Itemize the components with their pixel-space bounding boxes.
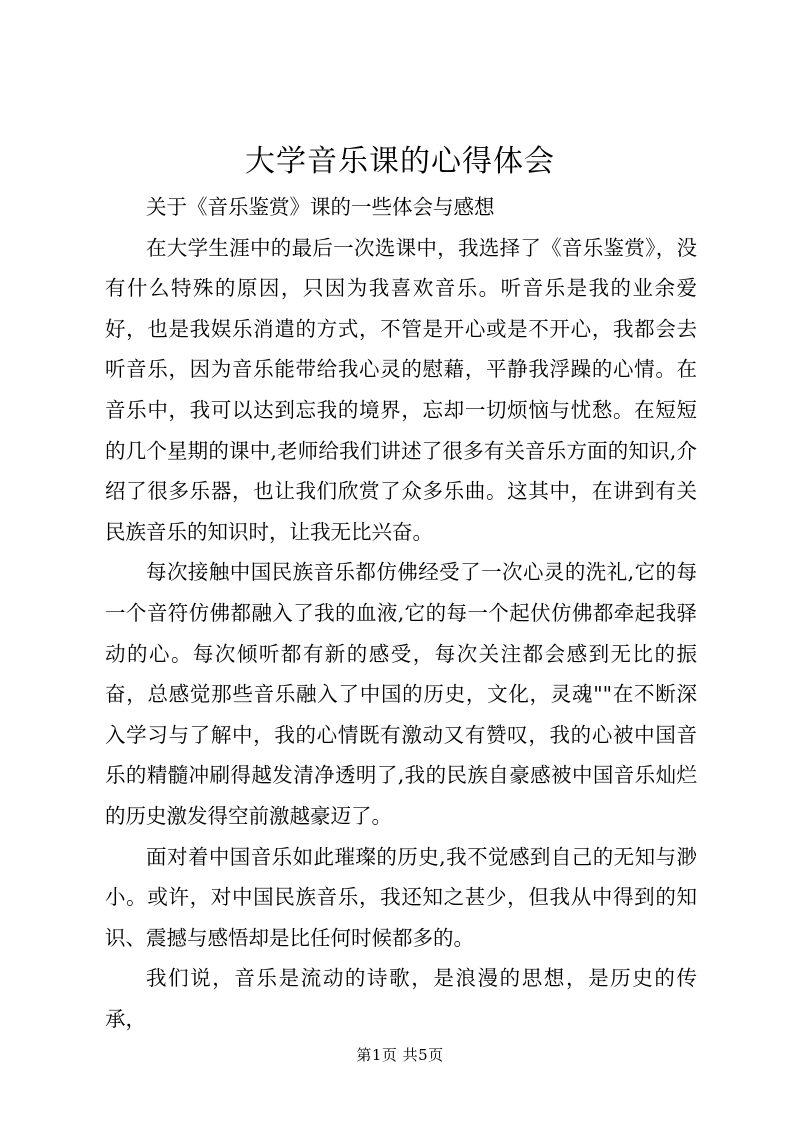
body-paragraph: 面对着中国音乐如此璀璨的历史,我不觉感到自己的无知与渺小。或许，对中国民族音乐，我还知之甚少，但我从中得到的知识、震撼与感悟却是比任何时候都多的。	[105, 844, 697, 950]
document-body	[105, 187, 697, 1039]
body-paragraph: 我们说，音乐是流动的诗歌，是浪漫的思想，是历史的传承，	[105, 966, 697, 1031]
body-paragraph: 每次接触中国民族音乐都仿佛经受了一次心灵的洗礼,它的每一个音符仿佛都融入了我的血液,它的每一个起伏仿佛都牵起我驿动的心。每次倾听都有新的感受，每次关注都会感到无比的振奋，总感觉那些音乐融入了中国的历史，文化，灵魂""在不断深入学习与了解中，我的心情既有激动又有赞叹，我的心被中国音乐的精髓冲刷得越发清净透明了,我的民族自豪感被中国音乐灿烂的历史激发得空前激越豪迈了。	[105, 560, 697, 828]
body-paragraph: 在大学生涯中的最后一次选课中，我选择了《音乐鉴赏》，没有什么特殊的原因，只因为我喜欢音乐。听音乐是我的业余爱好，也是我娱乐消遣的方式，不管是开心或是不开心，我都会去听音乐，因为音乐能带给我心灵的慰藉，平静我浮躁的心情。在音乐中，我可以达到忘我的境界，忘却一切烦恼与忧愁。在短短的几个星期的课中,老师给我们讲述了很多有关音乐方面的知识,介绍了很多乐器，也让我们欣赏了众多乐曲。这其中，在讲到有关民族音乐的知识时，让我无比兴奋。	[105, 235, 697, 544]
page-number-footer: 第1页 共5页	[356, 1046, 444, 1064]
subtitle-paragraph: 关于《音乐鉴赏》课的一些体会与感想	[146, 195, 495, 219]
document-title: 大学音乐课的心得体会	[245, 144, 555, 179]
